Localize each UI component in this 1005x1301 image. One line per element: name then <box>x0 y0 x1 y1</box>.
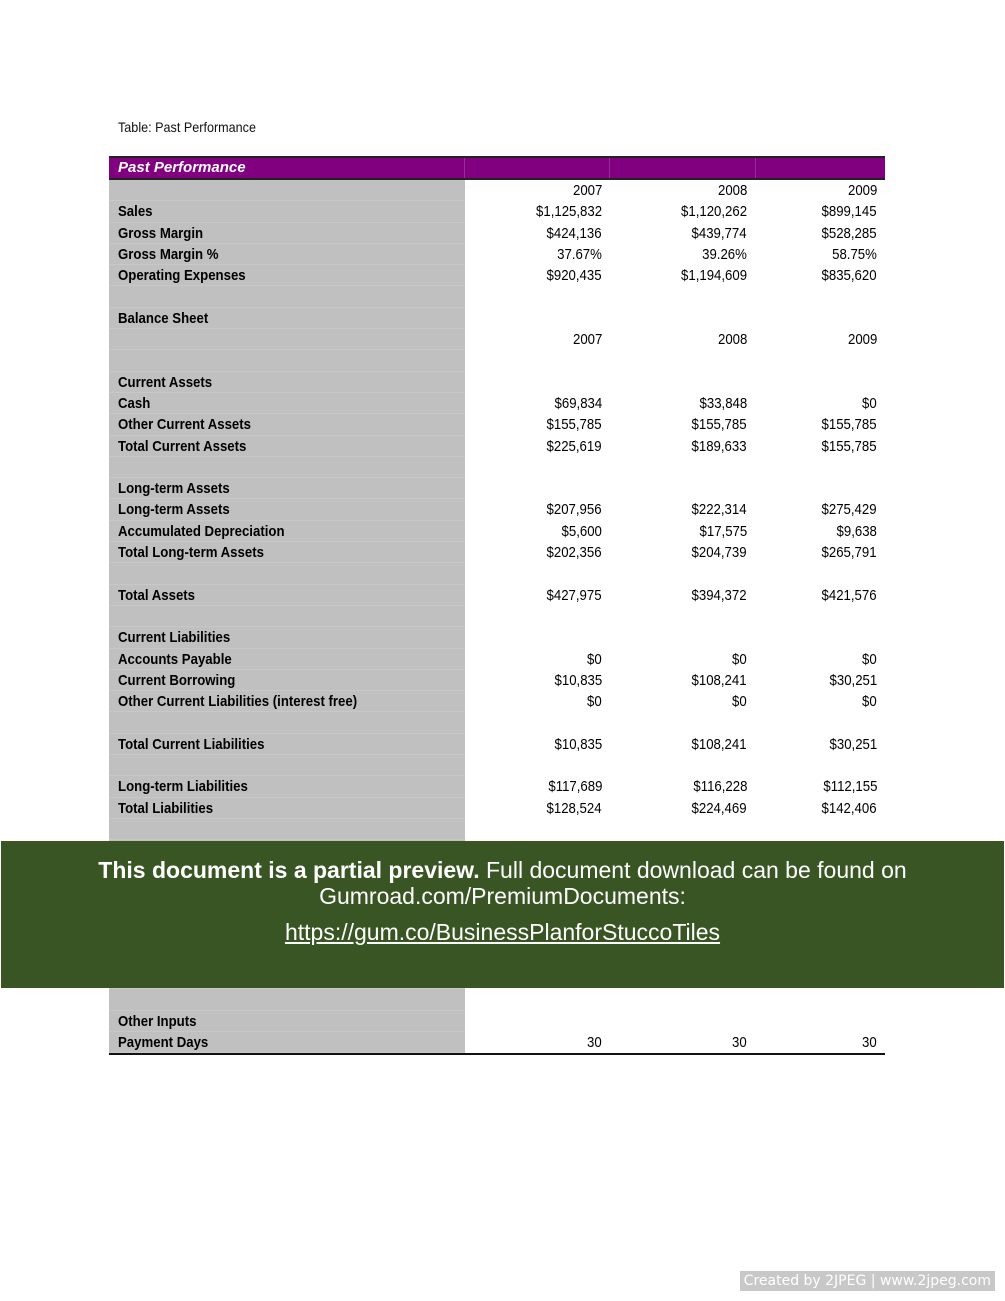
table-row <box>109 542 885 563</box>
row-value-text: 30 <box>862 1033 877 1051</box>
table-row <box>109 457 885 478</box>
row-value <box>610 819 755 840</box>
row-value <box>465 286 610 307</box>
row-label <box>109 542 465 563</box>
table-row <box>109 776 885 797</box>
row-label <box>109 755 465 776</box>
row-value <box>610 350 755 371</box>
table-row <box>109 478 885 499</box>
row-value <box>755 712 885 733</box>
row-value <box>610 414 755 435</box>
row-value <box>755 542 885 563</box>
row-label-text: Total Current Assets <box>118 437 247 455</box>
row-label-text: Current Borrowing <box>118 671 236 689</box>
row-label-text: Cash <box>118 394 151 412</box>
table-row <box>109 989 885 1010</box>
row-value-text: $427,975 <box>546 586 602 604</box>
row-value <box>465 542 610 563</box>
row-value-text: $9,638 <box>836 522 877 540</box>
row-value <box>610 755 755 776</box>
row-value-text: $155,785 <box>821 416 877 434</box>
row-value <box>755 286 885 307</box>
table-row <box>109 585 885 606</box>
row-label-text: Gross Margin % <box>118 245 219 263</box>
row-value-text: $30,251 <box>829 671 877 689</box>
row-value <box>465 670 610 691</box>
row-value-text: 2009 <box>847 331 877 349</box>
row-label <box>109 393 465 414</box>
row-value <box>610 670 755 691</box>
row-label <box>109 265 465 286</box>
row-value <box>610 649 755 670</box>
row-value <box>755 223 885 244</box>
row-label <box>109 649 465 670</box>
row-value <box>610 393 755 414</box>
row-value <box>465 521 610 542</box>
table-row <box>109 606 885 627</box>
row-value <box>465 606 610 627</box>
row-value <box>610 308 755 329</box>
row-value <box>465 499 610 520</box>
row-value <box>465 329 610 350</box>
row-label-text: Sales <box>118 203 153 221</box>
row-value-text: $204,739 <box>691 544 747 562</box>
row-value-text: $30,251 <box>829 735 877 753</box>
row-value <box>465 585 610 606</box>
row-value <box>755 798 885 819</box>
row-value <box>755 989 885 1010</box>
row-value <box>755 414 885 435</box>
row-label <box>109 585 465 606</box>
row-label <box>109 244 465 265</box>
table-row <box>109 265 885 286</box>
row-label-text: Gross Margin <box>118 224 204 242</box>
row-value-text: $225,619 <box>546 437 602 455</box>
row-label <box>109 691 465 712</box>
row-label <box>109 457 465 478</box>
row-value-text: $1,125,832 <box>535 203 602 221</box>
row-value <box>610 180 755 201</box>
row-value-text: 39.26% <box>702 245 747 263</box>
row-value <box>610 776 755 797</box>
row-label <box>109 521 465 542</box>
row-value <box>465 649 610 670</box>
row-label-text: Total Liabilities <box>118 799 214 817</box>
row-value <box>465 478 610 499</box>
row-label <box>109 329 465 350</box>
row-label-text: Long-term Assets <box>118 480 230 498</box>
row-label <box>109 436 465 457</box>
row-value <box>465 372 610 393</box>
table-row <box>109 223 885 244</box>
row-label <box>109 223 465 244</box>
row-value <box>465 734 610 755</box>
row-value-text: $1,120,262 <box>680 203 747 221</box>
table-row <box>109 734 885 755</box>
preview-banner <box>1 841 1004 988</box>
row-value <box>755 393 885 414</box>
row-value <box>755 606 885 627</box>
row-value-text: $224,469 <box>691 799 747 817</box>
row-value <box>610 499 755 520</box>
row-value <box>465 755 610 776</box>
table-row <box>109 350 885 371</box>
row-value <box>755 521 885 542</box>
row-label <box>109 627 465 648</box>
row-value-text: $0 <box>587 693 602 711</box>
row-value <box>465 414 610 435</box>
table-row <box>109 712 885 733</box>
row-value-text: $222,314 <box>691 501 747 519</box>
row-value-text: $202,356 <box>546 544 602 562</box>
table-header <box>109 156 885 180</box>
row-value <box>755 1011 885 1032</box>
row-label <box>109 308 465 329</box>
row-label-text: Payment Days <box>118 1033 209 1051</box>
row-value <box>610 712 755 733</box>
row-label-text: Other Current Liabilities (interest free) <box>118 693 358 711</box>
banner-bold-text: This document is a partial preview. <box>98 857 480 883</box>
table-row <box>109 436 885 457</box>
row-value-text: $117,689 <box>547 778 602 796</box>
row-value <box>465 244 610 265</box>
row-label-text: Long-term Assets <box>118 501 230 519</box>
row-value <box>755 627 885 648</box>
row-value-text: $0 <box>862 394 877 412</box>
row-value <box>610 286 755 307</box>
table-row <box>109 691 885 712</box>
row-label <box>109 414 465 435</box>
row-value <box>465 1011 610 1032</box>
row-label-text: Current Assets <box>118 373 213 391</box>
table-row <box>109 627 885 648</box>
row-value-text: $142,406 <box>821 799 877 817</box>
row-label <box>109 776 465 797</box>
row-value <box>610 606 755 627</box>
row-value <box>610 1011 755 1032</box>
row-value <box>465 350 610 371</box>
row-value <box>465 989 610 1010</box>
row-value-text: $155,785 <box>546 416 602 434</box>
row-value <box>610 478 755 499</box>
row-value <box>610 691 755 712</box>
table-row <box>109 798 885 819</box>
row-label <box>109 350 465 371</box>
row-label <box>109 499 465 520</box>
row-value-text: $835,620 <box>821 267 877 285</box>
row-value <box>755 691 885 712</box>
row-value <box>465 712 610 733</box>
row-value-text: $920,435 <box>546 267 602 285</box>
row-value <box>755 585 885 606</box>
row-value <box>755 670 885 691</box>
row-label-text: Balance Sheet <box>118 309 209 327</box>
row-value <box>465 457 610 478</box>
row-value-text: $265,791 <box>821 544 877 562</box>
row-value <box>610 436 755 457</box>
row-value-text: $69,834 <box>554 394 602 412</box>
row-value <box>610 627 755 648</box>
row-value <box>610 563 755 584</box>
row-value <box>755 244 885 265</box>
row-label <box>109 712 465 733</box>
table-row <box>109 414 885 435</box>
row-value <box>755 201 885 222</box>
row-value <box>610 734 755 755</box>
row-value <box>465 1032 610 1053</box>
row-value <box>755 372 885 393</box>
row-value-text: $108,241 <box>691 735 747 753</box>
table-row <box>109 180 885 201</box>
row-value-text: $0 <box>862 693 877 711</box>
row-label-text: Other Inputs <box>118 1012 197 1030</box>
row-value <box>610 585 755 606</box>
row-value <box>755 180 885 201</box>
row-value <box>755 350 885 371</box>
row-value-text: $0 <box>587 650 602 668</box>
row-value-text: 2007 <box>572 331 602 349</box>
row-value <box>610 201 755 222</box>
table-bottom-border <box>109 1053 885 1055</box>
row-value-text: $424,136 <box>546 224 602 242</box>
row-label-text: Total Long-term Assets <box>118 544 264 562</box>
row-value-text: $0 <box>732 693 747 711</box>
table-row <box>109 329 885 350</box>
row-label-text: Accounts Payable <box>118 650 232 668</box>
row-value-text: $128,524 <box>546 799 602 817</box>
table-row <box>109 521 885 542</box>
row-value-text: $189,633 <box>691 437 747 455</box>
row-value-text: $207,956 <box>546 501 602 519</box>
row-value-text: 58.75% <box>832 245 877 263</box>
row-value-text: 2008 <box>717 331 747 349</box>
row-value <box>610 457 755 478</box>
watermark: Created by 2JPEG | www.2jpeg.com <box>740 1271 995 1291</box>
row-label-text: Total Assets <box>118 586 196 604</box>
row-value <box>610 521 755 542</box>
row-value <box>465 627 610 648</box>
row-value <box>465 563 610 584</box>
row-value <box>465 223 610 244</box>
row-value <box>465 180 610 201</box>
table-row <box>109 670 885 691</box>
row-label <box>109 1011 465 1032</box>
row-label-text: Current Liabilities <box>118 629 231 647</box>
download-link[interactable]: https://gum.co/BusinessPlanforStuccoTiles <box>284 919 721 945</box>
row-value <box>610 265 755 286</box>
row-value-text: $0 <box>732 650 747 668</box>
table-caption: Table: Past Performance <box>118 119 256 135</box>
table-row <box>109 244 885 265</box>
row-value <box>465 776 610 797</box>
table-row <box>109 499 885 520</box>
row-value-text: $112,155 <box>822 778 877 796</box>
table-title: Past Performance <box>118 159 246 176</box>
banner-text: Full document download can be found on Gumroad.com/PremiumDocuments: <box>319 857 907 909</box>
row-value <box>755 776 885 797</box>
row-label-text: Total Current Liabilities <box>118 735 265 753</box>
row-value-text: $439,774 <box>691 224 747 242</box>
table-row <box>109 286 885 307</box>
row-label <box>109 1032 465 1053</box>
row-value-text: 30 <box>587 1033 602 1051</box>
table-row <box>109 563 885 584</box>
table-row <box>109 372 885 393</box>
row-value <box>610 1032 755 1053</box>
row-label <box>109 819 465 840</box>
row-value <box>610 244 755 265</box>
row-value-text: 30 <box>732 1033 747 1051</box>
row-label-text: Long-term Liabilities <box>118 778 248 796</box>
row-label <box>109 201 465 222</box>
row-value-text: $10,835 <box>554 671 602 689</box>
row-value <box>610 542 755 563</box>
row-value <box>610 329 755 350</box>
row-value <box>465 201 610 222</box>
row-label <box>109 372 465 393</box>
table-row <box>109 1032 885 1053</box>
row-value-text: $528,285 <box>821 224 877 242</box>
row-value <box>755 329 885 350</box>
row-value-text: 37.67% <box>557 245 602 263</box>
row-value <box>755 819 885 840</box>
table-row <box>109 819 885 840</box>
row-value <box>465 393 610 414</box>
row-label-text: Operating Expenses <box>118 267 246 285</box>
row-label-text: Accumulated Depreciation <box>118 522 285 540</box>
row-value-text: $0 <box>862 650 877 668</box>
row-value-text: $421,576 <box>821 586 877 604</box>
row-label <box>109 606 465 627</box>
row-value <box>610 989 755 1010</box>
table-row <box>109 755 885 776</box>
row-value <box>610 223 755 244</box>
row-label <box>109 180 465 201</box>
table-row <box>109 393 885 414</box>
row-value <box>465 798 610 819</box>
row-value-text: $17,575 <box>699 522 747 540</box>
row-value <box>755 755 885 776</box>
table-row <box>109 649 885 670</box>
row-value <box>755 457 885 478</box>
row-value-text: $10,835 <box>554 735 602 753</box>
row-value <box>755 499 885 520</box>
row-value <box>465 819 610 840</box>
row-value <box>465 436 610 457</box>
table-row <box>109 1011 885 1032</box>
row-value <box>610 372 755 393</box>
row-value <box>755 1032 885 1053</box>
row-value-text: $899,145 <box>821 203 877 221</box>
row-label <box>109 798 465 819</box>
row-value-text: $155,785 <box>691 416 747 434</box>
row-value <box>465 265 610 286</box>
row-value <box>755 478 885 499</box>
row-value <box>755 308 885 329</box>
row-value-text: $108,241 <box>691 671 747 689</box>
row-value <box>465 308 610 329</box>
row-value-text: $155,785 <box>821 437 877 455</box>
row-label <box>109 286 465 307</box>
row-label <box>109 670 465 691</box>
row-value <box>610 798 755 819</box>
row-value-text: $275,429 <box>821 501 877 519</box>
row-value-text: 2008 <box>717 182 747 199</box>
row-value-text: $33,848 <box>699 394 747 412</box>
row-label-text: Other Current Assets <box>118 416 252 434</box>
table-row <box>109 308 885 329</box>
row-label <box>109 563 465 584</box>
row-value-text: 2009 <box>847 182 877 199</box>
row-value-text: $394,372 <box>691 586 747 604</box>
table-row <box>109 201 885 222</box>
row-value <box>755 436 885 457</box>
row-value-text: $116,228 <box>692 778 747 796</box>
row-value-text: 2007 <box>572 182 602 199</box>
row-value-text: $1,194,609 <box>680 267 747 285</box>
row-value <box>755 734 885 755</box>
row-label <box>109 734 465 755</box>
row-value-text: $5,600 <box>561 522 602 540</box>
row-label <box>109 478 465 499</box>
row-label <box>109 989 465 1010</box>
row-value <box>755 649 885 670</box>
row-value <box>465 691 610 712</box>
row-value <box>755 265 885 286</box>
row-value <box>755 563 885 584</box>
